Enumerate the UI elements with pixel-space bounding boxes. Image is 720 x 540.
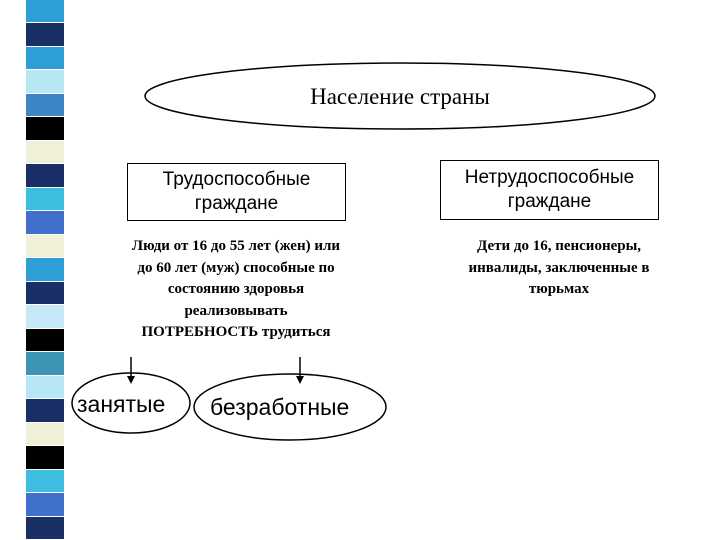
disabled-desc-line: Дети до 16, пенсионеры, (476, 238, 642, 254)
able-bodied-box (127, 163, 346, 221)
able-bodied-line-1: Трудоспособные (162, 169, 311, 190)
able-bodied-description (80, 236, 392, 344)
arrow-to-employed-head (127, 376, 135, 384)
able-bodied-desc-line: состоянию здоровья (167, 281, 305, 297)
disabled-desc-line: тюрьмах (528, 281, 590, 297)
employed-label: занятые (77, 391, 166, 417)
disabled-line-1: Нетрудоспособные (464, 167, 635, 188)
disabled-line-2: граждане (507, 191, 592, 212)
able-bodied-desc-line: до 60 лет (муж) способные по (137, 259, 335, 276)
disabled-description (420, 236, 698, 301)
disabled-box (440, 160, 659, 220)
able-bodied-desc-line: реализовывать (184, 302, 288, 319)
able-bodied-line-2: граждане (194, 193, 279, 214)
able-bodied-desc-line: ПОТРЕБНОСТЬ трудиться (141, 324, 331, 340)
able-bodied-desc-line: Люди от 16 до 55 лет (жен) или (131, 238, 341, 254)
disabled-desc-line: инвалиды, заключенные в (468, 259, 650, 276)
root-label: Население страны (310, 84, 490, 109)
arrow-to-unemployed-head (296, 376, 304, 384)
unemployed-label: безработные (210, 394, 350, 420)
